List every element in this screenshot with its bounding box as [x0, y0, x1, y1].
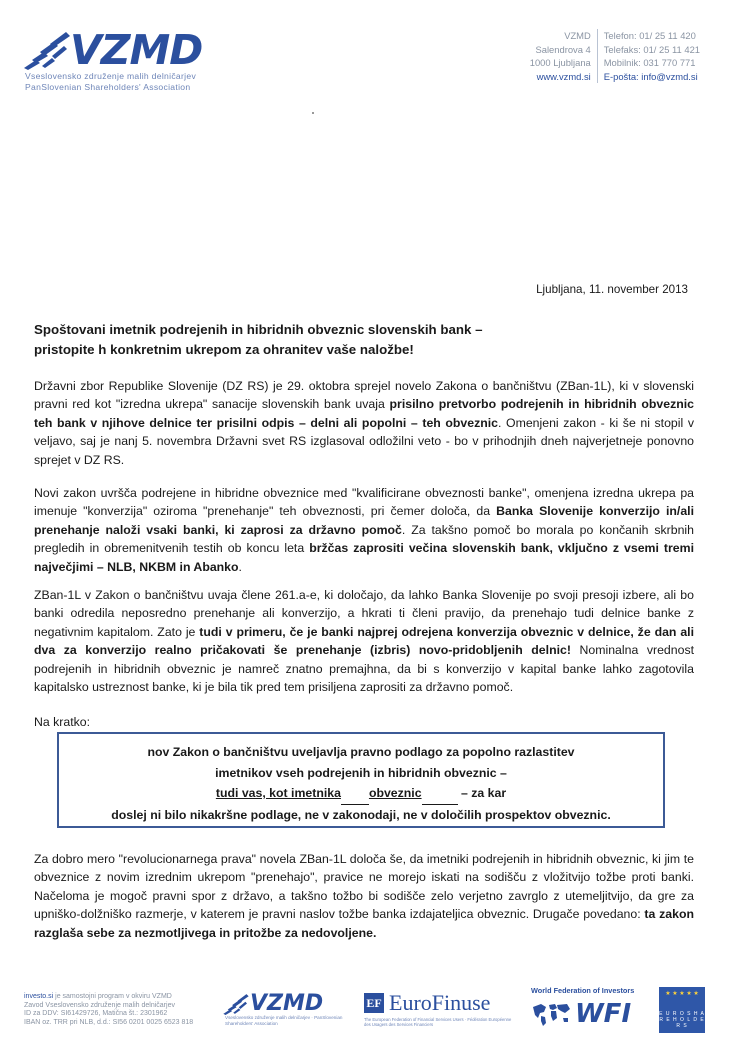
- blank-field-2: [422, 783, 458, 805]
- footer-line-1-text: je samostojni program v okviru VZMD: [53, 993, 172, 1000]
- box-line-3-b: obveznic: [368, 786, 422, 800]
- letter-date: Ljubljana, 11. november 2013: [536, 283, 688, 296]
- paragraph-1: [34, 377, 694, 469]
- phone: Telefon: 01/ 25 11 420: [603, 30, 696, 41]
- euroshareholders-logo: [659, 987, 705, 1033]
- footer-vzmd-subtitle: Vseslovensko združenje malih delničarjev · PanSlovenian Shareholders' Association: [225, 1015, 343, 1026]
- footer-line-1: [24, 993, 214, 1002]
- p1-bold: prisilno pretvorbo podrejenih in hibridnih obveznic teh bank v njihove delnice ter prisilni odpis – delni ali popolni – teh obveznic: [34, 397, 695, 430]
- blank-field-1: [341, 783, 369, 805]
- paragraph-2: [34, 484, 694, 576]
- wfi-wordmark: WFI: [575, 999, 632, 1029]
- logo-feather-icon: [22, 30, 72, 70]
- mobile: Mobilnik: 031 770 771: [603, 57, 696, 68]
- email-link[interactable]: E-pošta: info@vzmd.si: [603, 70, 698, 82]
- fax: Telefaks: 01/ 25 11 421: [603, 43, 700, 55]
- box-line-1: nov Zakon o bančništvu uveljavlja pravno podlago za popolno razlastitev: [147, 745, 575, 759]
- paragraph-3: [34, 586, 694, 696]
- phone-column: [598, 29, 700, 83]
- p2-text-a: Novi zakon uvršča podrejene in hibridne obveznice med "kvalificirane obveznosti banke", omenjena izredna ukrepa pa imenuje "konverzija" oziroma "prenehanje" teh obveznosti, pri čemer določa, da: [34, 486, 694, 519]
- website-link[interactable]: www.vzmd.si: [536, 70, 591, 82]
- eurofinuse-logo: [364, 992, 514, 1034]
- footer-line-3: ID za DDV: SI61429726, Matična št.: 2301962: [24, 1010, 168, 1018]
- investo-link[interactable]: investo.si: [24, 993, 54, 1000]
- logo-subtitle-sl: Vseslovensko združenje malih delničarjev: [25, 71, 197, 81]
- eu-stars-icon: ★ ★ ★ ★ ★: [665, 991, 699, 997]
- box-line-2: imetnikov vseh podrejenih in hibridnih obveznic –: [215, 765, 507, 780]
- wfi-logo: [531, 986, 649, 1036]
- footer-vzmd-wordmark: VZMD: [250, 991, 324, 1016]
- footer-line-2: Zavod Vseslovensko združenje malih delničarjev: [24, 1001, 175, 1009]
- p3-bold: tudi v primeru, če je banki najprej odrejena konverzija obveznic v delnice, že dan ali dva za konverzijo realno pričakovati še prenehanje (izbris) novo-pridobljenih delnic!: [34, 624, 695, 658]
- footer-vzmd-logo: [222, 993, 352, 1035]
- world-map-icon: [531, 1001, 571, 1027]
- p2-bold-2: bržčas zaprositi večina slovenskih bank, vključno z vsemi tremi največjimi – NLB, NKBM in Abanko: [34, 541, 694, 574]
- scan-speck: [312, 112, 314, 114]
- summary-label: Na kratko:: [34, 715, 91, 729]
- p3-text-a: ZBan-1L v Zakon o bančništvu uvaja člene 261.a-e, ki določajo, da lahko Banka Slovenije po svoji presoji izbere, ali bo banki odredila neposredno prenehanje ali konverzijo, a hkrati ti členi pravijo, da prenehajo tudi delnice banke z negativnim kapitalom. Zato je: [34, 588, 694, 639]
- footer-feather-icon: [222, 993, 250, 1015]
- paragraph-4: [34, 850, 694, 942]
- logo-subtitle-en: PanSlovenian Shareholders' Association: [25, 82, 191, 92]
- p3-text-c: Nominalna vrednost podrejenih in hibridnih obveznic je namreč znatno premajhna, da bi s konverzijo v kapital banke lahko zagotovila kapitalsko ustreznost banke, ki je bila tik pred tem prisiljena zaprositi za državno pomoč.: [34, 643, 695, 695]
- summary-box: [57, 732, 665, 828]
- euroshareholders-text: E U R O S H A R E H O L D E R S: [659, 1011, 705, 1029]
- vzmd-logo: [22, 26, 232, 96]
- p2-text-c: . Za takšno pomoč bo morala po končanih skrbnih pregledih in obremenitvenih testih ob koncu leta: [34, 522, 694, 556]
- ef-badge-icon: EF: [364, 993, 384, 1013]
- footer-line-4: IBAN oz. TRR pri NLB, d.d.: SI56 0201 0025 6523 818: [24, 1018, 194, 1026]
- p1-text-c: . Omenjeni zakon - ki še ni stopil v veljavo, saj je nanj 5. novembra Državni svet RS izglasoval odložilni veto - bo v prihodnjih dneh najverjetneje ponovno sprejet v DZ RS.: [34, 415, 694, 467]
- address-org: VZMD: [564, 30, 591, 41]
- address-column: [530, 29, 598, 83]
- box-line-3-a: tudi vas, kot imetnika: [215, 786, 341, 800]
- address-city: 1000 Ljubljana: [529, 57, 591, 68]
- logo-wordmark: VZMD: [70, 26, 203, 74]
- p4-bold: ta zakon razglaša sebe za nezmotljivega in pritožbe za nedovoljene.: [34, 907, 694, 940]
- p4-text-a: Za dobro mero "revolucionarnega prava" novela ZBan-1L določa še, da imetniki podrejenih in hibridnih obveznic, ki jim te obveznice z novim izrednim ukrepom "prenehajo", pravice ne morejo iskati na sodišču z vložitvijo tožbe proti banki. Načeloma je mogoč pravni spor z državo, a takšno tožbo bi sodišče zelo verjetno zavrglo z utemeljitvijo, da gre za upniško-dolžniško razmerje, v katerem je pravni naslov tožbe banka izdajateljica obveznic. Drugače povedano:: [34, 852, 694, 922]
- box-line-3-c: – za kar: [460, 786, 507, 800]
- box-line-4: doslej ni bilo nikakršne podlage, ne v zakonodaji, ne v določilih prospektov obveznic.: [111, 807, 611, 822]
- wfi-title: World Federation of Investors: [531, 986, 635, 995]
- subject-line-1: Spoštovani imetnik podrejenih in hibridnih obveznic slovenskih bank –: [34, 322, 483, 337]
- footer-legal-text: [24, 993, 214, 1027]
- p1-text-a: Državni zbor Republike Slovenije (DZ RS) je 29. oktobra sprejel novelo Zakona o bančništvu (ZBan-1L), ki v slovenski pravni red kot "izredna ukrepa" sanacije slovenskih bank uvaja: [34, 379, 694, 412]
- p2-bold-1: Banka Slovenije konverzijo in/ali prenehanje naloži vsaki banki, ki zaprosi za državno pomoč: [34, 504, 694, 537]
- eurofinuse-subtitle: The European Federation of Financial Services Users · Fédération Européenne des Usagers des Services Financiers: [364, 1017, 512, 1028]
- subject-line-2: pristopite h konkretnim ukrepom za ohranitev vaše naložbe!: [34, 342, 414, 357]
- contact-block: [530, 29, 700, 83]
- eurofinuse-wordmark: EuroFinuse: [389, 990, 491, 1015]
- p2-text-e: .: [238, 559, 242, 574]
- letter-subject: [34, 320, 694, 360]
- address-street: Salendrova 4: [535, 43, 591, 55]
- box-line-3: [59, 783, 663, 805]
